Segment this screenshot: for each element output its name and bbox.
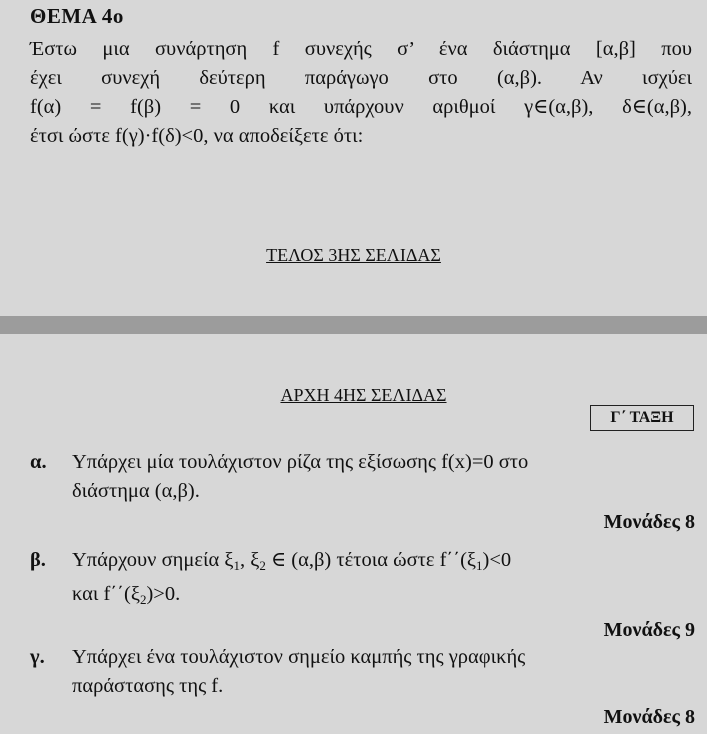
question-text: Υπάρχει ένα τουλάχιστον σημείο καμπής της γραφικής [72,646,526,668]
statement-line: f(α) = f(β) = 0 και υπάρχουν αριθμοί γ∈(α,β), δ∈(α,β), [30,96,692,118]
question-text: )>0. [146,583,181,605]
statement-line: έχει συνεχή δεύτερη παράγωγο στο (α,β). Αν ισχύει [30,67,692,89]
problem-statement [30,35,692,151]
subscript: 1 [476,558,483,573]
question-letter: β. [30,549,46,571]
points-label: Μονάδες 8 [603,706,695,728]
page-end-mark: ΤΕΛΟΣ 3ΗΣ ΣΕΛΙΔΑΣ [266,245,441,265]
question-text: και f΄΄(ξ [72,583,140,605]
points-label: Μονάδες 9 [603,619,695,641]
class-label-box: Γ΄ ΤΑΞΗ [590,405,694,431]
page-start-mark: ΑΡΧΗ 4ΗΣ ΣΕΛΙΔΑΣ [280,385,447,405]
subscript: 2 [259,558,266,573]
subscript: 1 [233,558,240,573]
question-text: ∈ (α,β) τέτοια ώστε f΄΄(ξ [265,549,477,571]
points-label: Μονάδες 8 [603,511,695,533]
question-b [30,546,695,645]
question-c [30,643,695,732]
question-text: )<0 [482,549,512,571]
question-text: παράστασης της f. [72,675,224,697]
question-a [30,448,695,537]
page-3-bottom [0,0,707,316]
question-text: , ξ [239,549,260,571]
statement-line: Έστω μια συνάρτηση f συνεχής σ’ ένα διάστημα [α,β] που [30,38,692,60]
subscript: 2 [139,592,147,607]
statement-line: έτσι ώστε f(γ)·f(δ)<0, να αποδείξετε ότι: [30,125,364,147]
question-text: Υπάρχει μία τουλάχιστον ρίζα της εξίσωσης f(x)=0 στο [72,451,529,473]
page-separator [0,316,707,334]
question-letter: α. [30,451,47,473]
question-letter: γ. [30,646,45,668]
question-text: διάστημα (α,β). [72,480,200,502]
question-text: Υπάρχουν σημεία ξ [72,549,234,571]
section-title: ΘΕΜΑ 4ο [30,4,124,28]
